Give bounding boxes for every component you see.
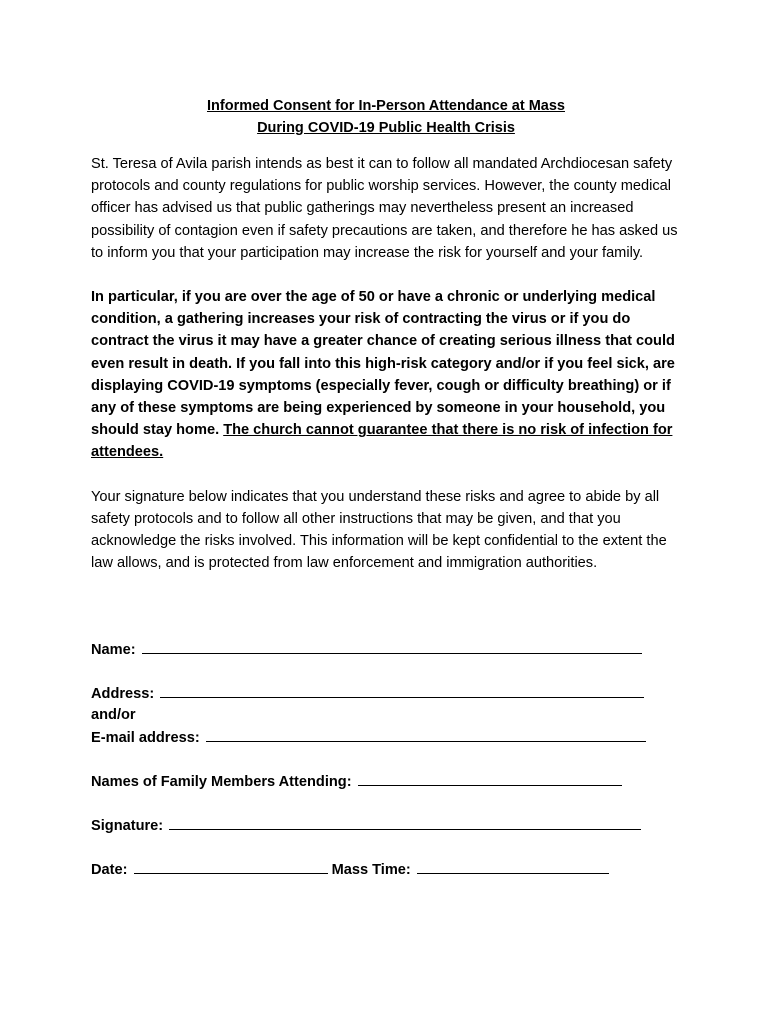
- name-input-line[interactable]: [142, 638, 642, 654]
- email-input-line[interactable]: [206, 726, 646, 742]
- signature-form: [91, 638, 661, 880]
- signature-field: [91, 814, 661, 836]
- agreement-paragraph: Your signature below indicates that you understand these risks and agree to abide by all safety protocols and to follow all other instructions that may be given, and that you acknowledge the risks involved. This information will be kept confidential to the extent the law allows, and is protected from law enforcement and immigration authorities.: [91, 488, 667, 572]
- name-field: [91, 638, 661, 660]
- document-title: [91, 95, 681, 139]
- intro-paragraph: St. Teresa of Avila parish intends as best it can to follow all mandated Archdiocesan safety protocols and county regulations for public worship services. However, the county medical officer has advised us that public gatherings may nevertheless present an increased possibility of contagion even if safety precautions are taken, and therefore he has asked us to inform you that your participation may increase the risk for yourself and your family.: [91, 156, 678, 261]
- mass-time-input-line[interactable]: [417, 858, 609, 874]
- family-input-line[interactable]: [358, 770, 622, 786]
- date-field: [91, 862, 332, 878]
- title-line-1: Informed Consent for In-Person Attendance at Mass: [207, 98, 565, 114]
- title-line-2: During COVID-19 Public Health Crisis: [257, 120, 515, 136]
- family-field: [91, 770, 661, 792]
- date-time-row: [91, 858, 661, 880]
- andor-row: [91, 704, 661, 726]
- mass-time-field: [332, 862, 609, 878]
- email-label: E-mail address:: [91, 730, 200, 747]
- address-label: Address:: [91, 686, 155, 703]
- signature-input-line[interactable]: [169, 814, 641, 830]
- address-field: [91, 682, 661, 704]
- warning-underlined-text: The church cannot guarantee that there is no risk of infection for attendees.: [91, 422, 673, 461]
- warning-text: In particular, if you are over the age of 50 or have a chronic or underlying medical condition, a gathering increases your risk of contracting the virus or if you do contract the virus it may have a greater chance of creating serious illness that could even result in death. If you fall into this high-risk category and/or if you feel sick, are displaying COVID-19 symptoms (especially fever, cough or difficulty breathing) or if any of these symptoms are being experienced by someone in your household, you should stay home.: [91, 289, 675, 439]
- date-input-line[interactable]: [134, 858, 328, 874]
- address-input-line[interactable]: [160, 682, 644, 698]
- andor-label: and/or: [91, 707, 136, 724]
- email-field: [91, 726, 661, 748]
- date-label: Date:: [91, 862, 128, 879]
- warning-paragraph: [91, 286, 691, 464]
- mass-time-label: Mass Time:: [331, 862, 411, 879]
- family-label: Names of Family Members Attending:: [91, 774, 352, 791]
- name-label: Name:: [91, 642, 136, 659]
- signature-label: Signature:: [91, 818, 164, 835]
